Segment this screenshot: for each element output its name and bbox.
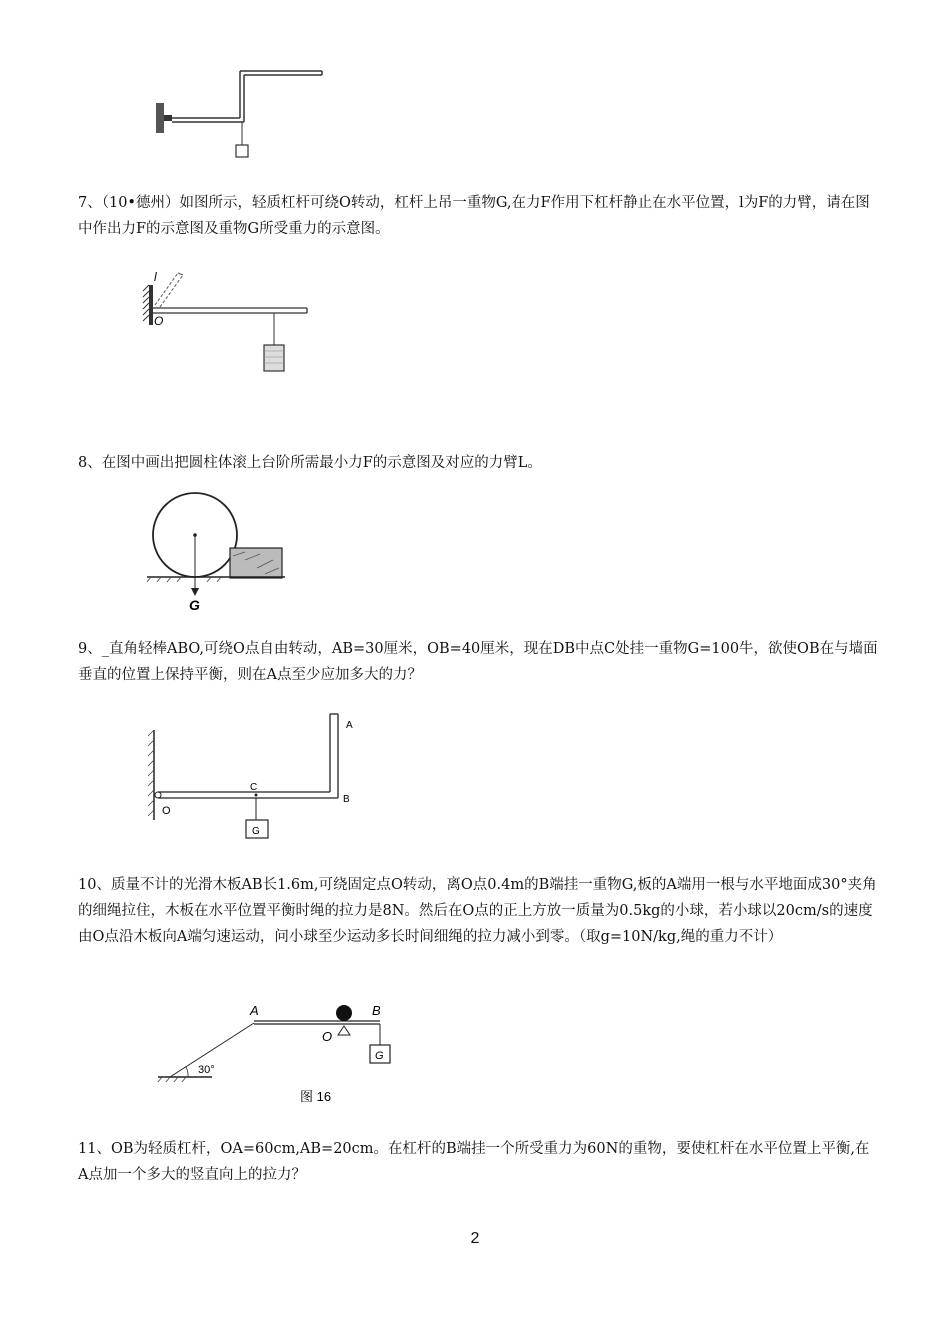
label-a: A	[250, 1003, 259, 1018]
question-7: 7、（10•德州）如图所示，轻质杠杆可绕O转动，杠杆上吊一重物G,在力F作用下杠杆静止在水平位置，l为F的力臂，请在图中作出力F的示意图及重物G所受重力的示意图。	[78, 195, 870, 237]
figure-lever-q7	[140, 265, 320, 380]
label-o: O	[322, 1029, 333, 1044]
label-g: G	[375, 1050, 384, 1062]
label-a: A	[346, 720, 353, 731]
figure-cylinder-step	[145, 490, 295, 615]
figure-right-angle-rod	[140, 708, 370, 848]
figure-caption: 图 16	[300, 1089, 332, 1104]
question-11: 11、OB为轻质杠杆，OA=60cm,AB=20cm。在杠杆的B端挂一个所受重力为60N的重物，要使杠杆在水平位置上平衡,在A点加一个多大的竖直向上的拉力？	[78, 1141, 870, 1183]
label-o: O	[154, 314, 164, 328]
label-g: G	[189, 597, 200, 613]
question-10: 10、质量不计的光滑木板AB长1.6m,可绕固定点O转动，离O点0.4m的B端挂一重物G,板的A端用一根与水平地面成30°夹角的细绳拉住，木板在水平位置平衡时绳的拉力是8N。然后在O点的正上方放一质量为0.5kg的小球，若小球以20cm/s的速度由O点沿木板向A端匀速运动，问小球至少运动多长时间细绳的拉力减小到零。（取g=10N/kg,绳的重力不计）	[78, 877, 877, 945]
page-number: 2	[470, 1230, 480, 1247]
angle-label: 30°	[198, 1064, 215, 1076]
label-o: O	[162, 805, 171, 817]
label-b: B	[343, 794, 350, 805]
figure-board-ball	[150, 995, 415, 1110]
label-l: l	[154, 270, 157, 284]
label-g: G	[252, 826, 260, 837]
question-8: 8、在图中画出把圆柱体滚上台阶所需最小力F的示意图及对应的力臂L。	[78, 455, 542, 471]
label-b: B	[372, 1003, 381, 1018]
figure-crank-lever	[150, 65, 330, 165]
question-9: 9、_直角轻棒ABO,可绕O点自由转动，AB=30厘米，OB=40厘米，现在DB中点C处挂一重物G=100牛，欲使OB在与墙面垂直的位置上保持平衡，则在A点至少应加多大的力？	[78, 641, 878, 683]
label-c: C	[250, 782, 258, 793]
